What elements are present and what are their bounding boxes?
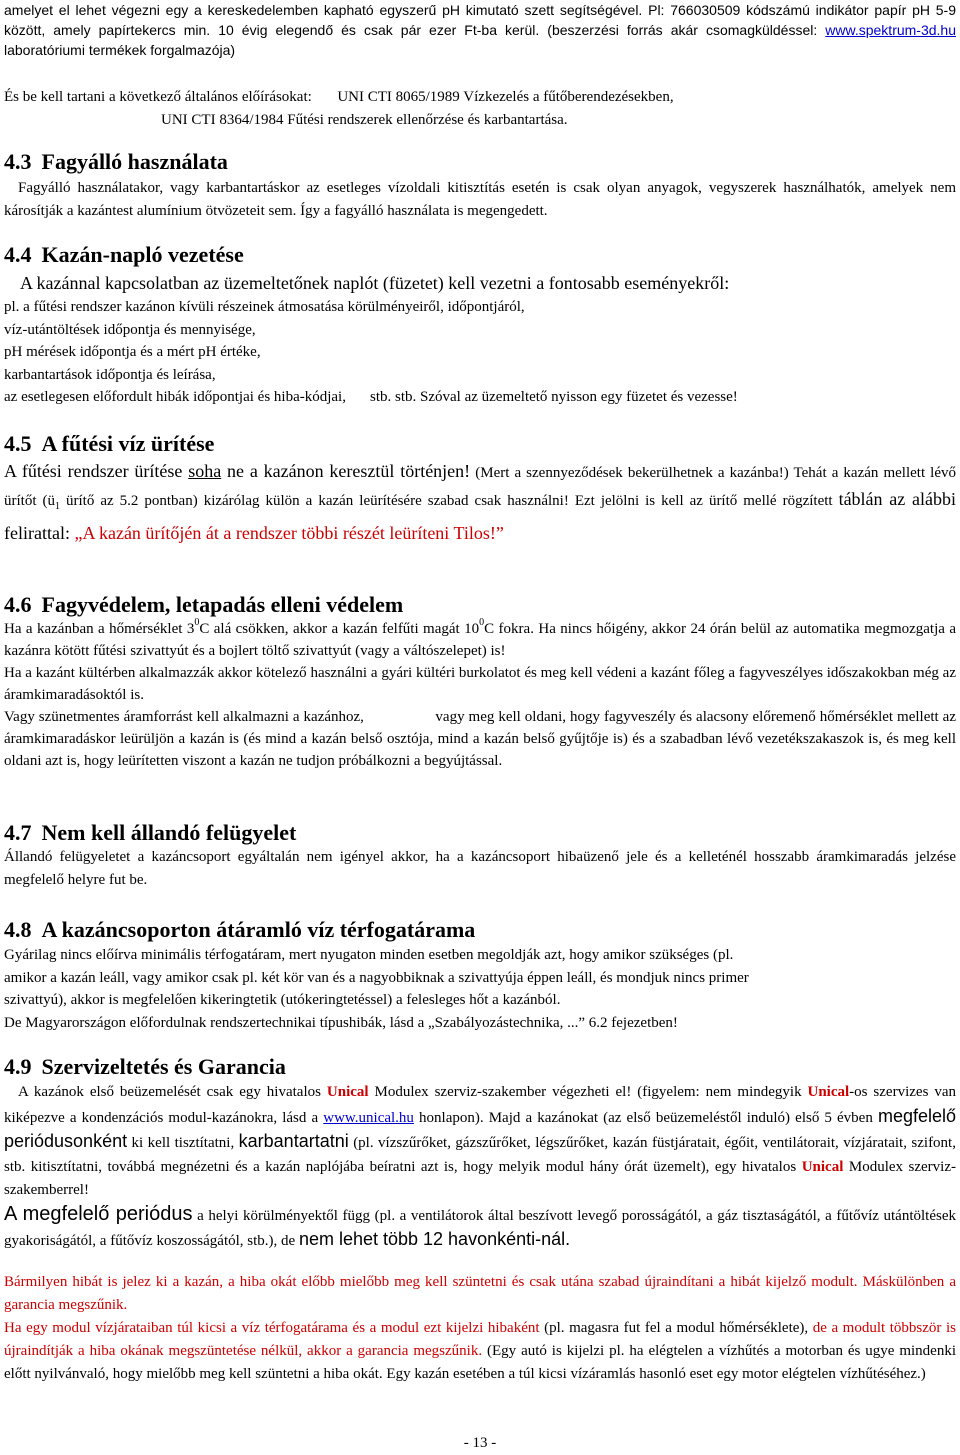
section-title: Nem kell állandó felügyelet: [41, 820, 297, 845]
flow-line: Gyárilag nincs előírva minimális térfogatáram, mert nyugaton minden esetben megoldják azt, hogy amikor szükséges (pl.: [4, 947, 734, 963]
flow-line: De Magyarországon előfordulnak rendszertechnikai típushibák, lásd a „Szabályozástechnika, ...” 6.2 fejezetben!: [4, 1014, 678, 1031]
section-4-9: [4, 1054, 956, 1254]
service-text: Modulex szerviz-szakemberrel!: [4, 1158, 956, 1198]
warranty-red-2: de a modult többször is újraindítják a hiba okának megszüntetése nélkül, akkor a garancia megszűnik.: [4, 1320, 957, 1359]
drain-text-5: táblán az alábbi felirattal:: [4, 489, 956, 543]
service-periodic: megfelelő periódusonként: [4, 1105, 956, 1151]
service-text: -os szervizes van kiképezve a kondenzációs modul-kazánokra, lásd a: [4, 1084, 956, 1126]
supervision-body: Állandó felügyeletet a kazáncsoport egyáltalán nem igényel akkor, ha a kazáncsoport hibaüzenő jele és a kelleténél hosszabb áramkimaradás jelzése megfelelő helyre fut be.: [4, 849, 956, 888]
section-title: A kazáncsoporton átáramló víz térfogatárama: [41, 917, 476, 942]
service-text: a helyi körülményektől függ (pl. a ventilátorok által beszívott levegő porosságától, a gáz tisztaságától, a fűtővíz utántöltések gyakoriságától, a fűtővíz koszosságától, stb.), de: [4, 1207, 956, 1249]
intro-text: amelyet el lehet végezni egy a kereskedelemben kapható egyszerű pH kimutató szett segítségével. Pl: 766030509 kódszámú indikátor papír pH 5-9 között, amely papírtekercs min. 10 évig elegendő és csak pár ezer Ft-ba kerül. (beszerzési forrás akár csomagküldéssel:: [4, 2, 956, 38]
service-text: Modulex szerviz-szakember végezheti el! (figyelem: nem mindegyik: [368, 1084, 808, 1100]
unical-brand: Unical: [326, 1084, 369, 1100]
service-text: (pl. vízszűrőket, gázszűrőket, légszűrőket, kazán füstjáratait, égőit, ventilátorait, vízjáratait, szifont, stb. kitisztítatni, továbbá megnézetni és a kazán naplójába beíratni azt is, hogy melyik modul hány órát üzemelt), egy hivatalos: [4, 1135, 956, 1175]
warranty-p2: [4, 1317, 956, 1386]
frost-p3: Vagy szünetmentes áramforrást kell alkalmazni a kazánhoz, vagy meg kell oldani, hogy fagyveszély és alacsony előremenő hőmérséklet mellett az áramkimaradáskor leürüljön a kazán is (és mind a kazán belső osztója, mind a kazán belső gyűjtője is) és a szabadban lévő vezetékszakaszok is, és meg kell oldani azt is, hogy leürítetten viszont a kazán ne tudjon próbálkozni a begyújtással.: [4, 709, 960, 769]
warranty-red: Ha egy modul vízjárataiban túl kicsi a víz térfogatárama és a modul ezt kijelzi hibaként: [4, 1320, 540, 1336]
section-4-8: [4, 917, 956, 1034]
section-4-6: [4, 592, 960, 772]
frost-text-3: C fokra. Ha nincs hőigény, akkor 24 órán belül az automatika megmozgatja a kazánra kötött fűtési szivattyút és a bojlert töltő szivattyút (vagy a váltószelepet) is!: [4, 621, 957, 659]
log-item: karbantartások időpontja és leírása,: [4, 366, 216, 383]
log-item-errors: az esetlegesen előfordult hibák időpontjai és hiba-kódjai,: [4, 389, 346, 405]
drain-text-3: (Mert a szennyeződések bekerülhetnek a kazánba!) Tehát a kazán mellett lévő ürítőt (ü: [4, 465, 957, 509]
section-number: 4.9: [4, 1054, 32, 1079]
drain-text-2: ne a kazánon keresztül történjen!: [221, 461, 471, 481]
unical-brand: Unical: [801, 1158, 844, 1175]
intro-text-end: laboratóriumi termékek forgalmazója): [4, 42, 236, 58]
section-heading: [4, 431, 956, 457]
section-body-text: Fagyálló használatakor, vagy karbantartáskor az esetleges vízoldali kitisztítás esetén is csak olyan anyagok, vegyszerek használhatók, amelyek nem károsítják a kazántest alumínium ötvözeteit sem. Így a fagyálló használata is megengedett.: [4, 180, 956, 219]
drain-text-4: ürítő az 5.2 pontban) kizárólag külön a kazán leürítésére szabad csak használni! Ezt jelölni is kell az ürítő mellé rögzített: [60, 493, 839, 509]
section-title: A fűtési víz ürítése: [41, 431, 215, 456]
log-item: pl. a fűtési rendszer kazánon kívüli részeinek átmosatása körülményeiről, időpontjáról,: [4, 299, 525, 315]
section-number: 4.4: [4, 242, 32, 267]
section-4-3: [4, 149, 956, 223]
warranty-text-2: (Egy autó is kijelzi pl. ha elégtelen a vízhűtés a motorban és ugye mindenki előtt nyilvánvaló, hogy mielőbb meg kell szüntetni a hiba okát. Egy kazán esetében a túl kicsi vízáramlás hasonló eset egy motor elégtelen vízhűtéséhez.): [4, 1343, 956, 1382]
log-item: víz-utántöltések időpontja és mennyisége,: [4, 321, 256, 338]
drain-warning-label: „A kazán ürítőjén át a rendszer többi részét leüríteni Tilos!”: [74, 523, 504, 543]
page-number: - 13 -: [463, 1435, 497, 1451]
warranty-text: (pl. magasra fut fel a modul hőmérséklete),: [539, 1320, 813, 1336]
section-heading: [4, 917, 956, 943]
section-number: 4.7: [4, 820, 32, 845]
section-heading: [4, 242, 956, 268]
section-title: Szervizeltetés és Garancia: [41, 1054, 286, 1079]
section-title: Kazán-napló vezetése: [41, 242, 244, 267]
section-heading: [4, 1054, 956, 1080]
log-lead: A kazánnal kapcsolatban az üzemeltetőnek naplót (füzetet) kell vezetni a fontosabb eseményekről:: [20, 273, 730, 293]
frost-p2: Ha a kazánt kültérben alkalmazzák akkor kötelező használni a gyári kültéri burkolatot és meg kell védeni a kazánt főleg a fagyveszélyes időszakokban még az áramkimaradásoktól is.: [4, 665, 956, 703]
frost-text-2: C alá csökken, akkor a kazán felfűti magát 10: [199, 621, 480, 637]
degree-sup: 0: [194, 617, 200, 628]
section-4-4: [4, 242, 956, 409]
section-body: [4, 177, 956, 223]
standards-block: [4, 86, 956, 132]
standard-rule-2: UNI CTI 8364/1984 Fűtési rendszerek ellenőrzése és karbantartása.: [161, 112, 568, 128]
frost-p1: [4, 618, 956, 662]
frost-text: Ha a kazánban a hőmérséklet 3: [4, 621, 195, 637]
drain-paragraph: [4, 458, 956, 548]
section-heading: [4, 592, 956, 618]
service-text: A kazánok első beüzemelését csak egy hivatalos: [18, 1084, 327, 1100]
warranty-block: [4, 1271, 956, 1386]
intro-paragraph: [4, 0, 956, 60]
service-paragraph: [4, 1081, 956, 1254]
service-period-heading: A megfelelő periódus: [4, 1202, 193, 1225]
flow-line: szivattyú), akkor is megfelelően kikeringtetik (utókeringtetéssel) a felesleges hőt a kazánból.: [4, 992, 561, 1008]
section-heading: [4, 149, 956, 175]
section-number: 4.6: [4, 592, 32, 617]
section-4-7: [4, 820, 956, 892]
drain-never: soha: [188, 461, 222, 481]
standard-rule-1: UNI CTI 8065/1989 Vízkezelés a fűtőberendezésekben,: [337, 89, 674, 105]
unical-link[interactable]: www.unical.hu: [323, 1109, 414, 1126]
section-title: Fagyálló használata: [41, 149, 228, 174]
section-title: Fagyvédelem, letapadás elleni védelem: [41, 592, 404, 617]
spektrum-link[interactable]: www.spektrum-3d.hu: [825, 22, 956, 38]
section-number: 4.5: [4, 431, 32, 456]
section-number: 4.8: [4, 917, 32, 942]
flow-line: amikor a kazán leáll, vagy amikor csak pl. két kör van és a nagyobbiknak a szivattyúja éppen leáll, és mondjuk nincs primer: [4, 969, 749, 986]
standards-intro: És be kell tartani a következő általános előírásokat:: [4, 89, 312, 105]
log-item: pH mérések időpontja és a mért pH értéke,: [4, 344, 261, 360]
warranty-p1: Bármilyen hibát is jelez ki a kazán, a hiba okát előbb mielőbb meg kell szüntetni és csak utána szabad újraindítani a hibát kijelző modult. Máskülönben a garancia megszűnik.: [4, 1274, 956, 1313]
service-maintain: karbantartatni: [238, 1131, 349, 1151]
section-heading: [4, 820, 956, 846]
service-max-period: nem lehet több 12 havonkénti-nál.: [298, 1229, 571, 1249]
service-text: honlapon). Majd a kazánokat (az első beüzemeléstől induló) első 5 évben: [413, 1109, 878, 1126]
degree-sup: 0: [479, 617, 485, 628]
service-text: ki kell tisztítatni,: [127, 1135, 239, 1151]
section-number: 4.3: [4, 149, 32, 174]
log-closing: stb. stb. Szóval az üzemeltető nyisson egy füzetet és vezesse!: [369, 389, 738, 405]
section-4-5: [4, 431, 956, 548]
unical-brand: Unical: [807, 1084, 850, 1100]
drain-text: A fűtési rendszer ürítése: [4, 461, 189, 481]
log-item-last: [4, 386, 956, 409]
drain-subscript: 1: [55, 501, 60, 512]
